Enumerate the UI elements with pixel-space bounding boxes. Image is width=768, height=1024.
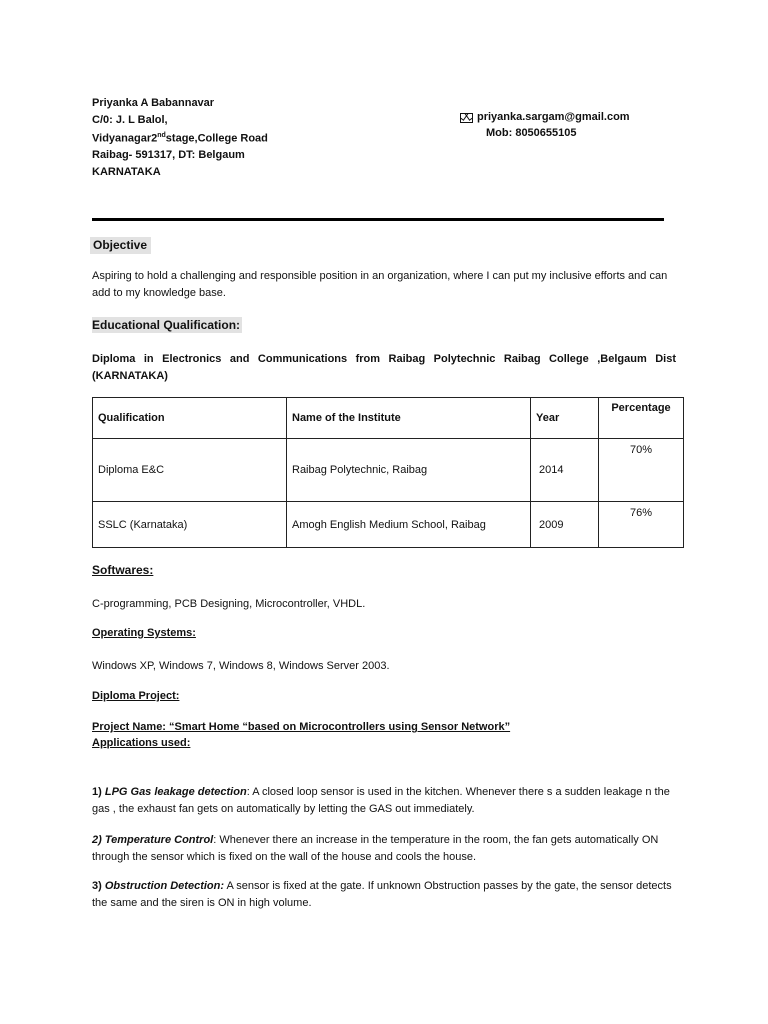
item-label: LPG Gas leakage detection: [104, 786, 247, 798]
applications-heading: Applications used:: [92, 737, 191, 749]
column-header: Year: [531, 398, 599, 439]
application-item: [92, 784, 682, 817]
table-cell: 70%: [599, 439, 684, 502]
table-header-row: [93, 398, 684, 439]
table-cell: Raibag Polytechnic, Raibag: [287, 439, 531, 502]
application-item: [92, 878, 682, 911]
os-heading: Operating Systems:: [92, 627, 196, 639]
objective-heading: Objective: [90, 237, 151, 254]
project-name: Project Name: “Smart Home “based on Microcontrollers using Sensor Network”: [92, 721, 511, 733]
street-ordinal: nd: [157, 132, 166, 139]
column-header: Name of the Institute: [287, 398, 531, 439]
education-heading: [92, 318, 242, 332]
education-table: [92, 397, 684, 548]
os-text: Windows XP, Windows 7, Windows 8, Windows Server 2003.: [92, 660, 390, 672]
envelope-icon: [460, 113, 473, 123]
street-suffix: stage,College Road: [165, 132, 268, 145]
softwares-heading-text: Softwares:: [92, 563, 154, 577]
education-heading-text: Educational Qualification:: [92, 318, 241, 332]
email-row: [460, 110, 630, 126]
item-label: Temperature Control: [104, 834, 214, 846]
item-number: 1): [92, 786, 102, 798]
table-cell: 2014: [531, 439, 599, 502]
state-line: KARNATAKA: [92, 165, 161, 178]
town-line: Raibag- 591317, DT: Belgaum: [92, 149, 245, 162]
column-header: Qualification: [93, 398, 287, 439]
care-of-line: C/0: J. L Balol,: [92, 113, 168, 126]
item-text: : A closed loop sensor is used in the kitchen. Whenever there s a sudden leakage n the gas , the exhaust fan gets on automatically by letting the GAS out immediately.: [92, 786, 670, 815]
softwares-text: C-programming, PCB Designing, Microcontroller, VHDL.: [92, 598, 366, 610]
table-cell: Amogh English Medium School, Raibag: [287, 502, 531, 548]
item-number: 2): [92, 834, 102, 846]
candidate-name: Priyanka A Babannavar: [92, 97, 215, 109]
column-header: Percentage: [599, 398, 684, 439]
table-cell: 76%: [599, 502, 684, 548]
application-item: [92, 832, 682, 865]
item-text: A sensor is fixed at the gate. If unknown Obstruction passes by the gate, the sensor detects the same and the siren is ON in high volume.: [92, 880, 672, 909]
email-address: priyanka.sargam@gmail.com: [477, 111, 630, 123]
street-prefix: Vidyanagar2: [92, 132, 158, 145]
softwares-heading: [92, 563, 153, 577]
education-summary: Diploma in Electronics and Communications from Raibag Polytechnic Raibag College ,Belgaum Dist (KARNATAKA): [92, 353, 676, 382]
item-text: : Whenever there an increase in the temperature in the room, the fan gets automatically ON through the sensor which is fixed on the wall of the house and cools the house.: [92, 834, 659, 863]
table-cell: 2009: [531, 502, 599, 548]
table-cell: SSLC (Karnataka): [93, 502, 287, 548]
table-row: [93, 502, 684, 548]
header-divider: [92, 218, 664, 221]
item-number: 3): [92, 880, 102, 892]
project-heading: Diploma Project:: [92, 690, 180, 702]
objective-text: Aspiring to hold a challenging and responsible position in an organization, where I can put my inclusive efforts and can add to my knowledge base.: [92, 270, 668, 299]
item-label: Obstruction Detection:: [104, 880, 225, 892]
mobile-number: Mob: 8050655105: [486, 126, 577, 139]
address-block: [92, 95, 268, 180]
contact-block: [460, 110, 630, 141]
table-cell: Diploma E&C: [93, 439, 287, 502]
table-row: [93, 439, 684, 502]
street-line: [92, 128, 268, 147]
